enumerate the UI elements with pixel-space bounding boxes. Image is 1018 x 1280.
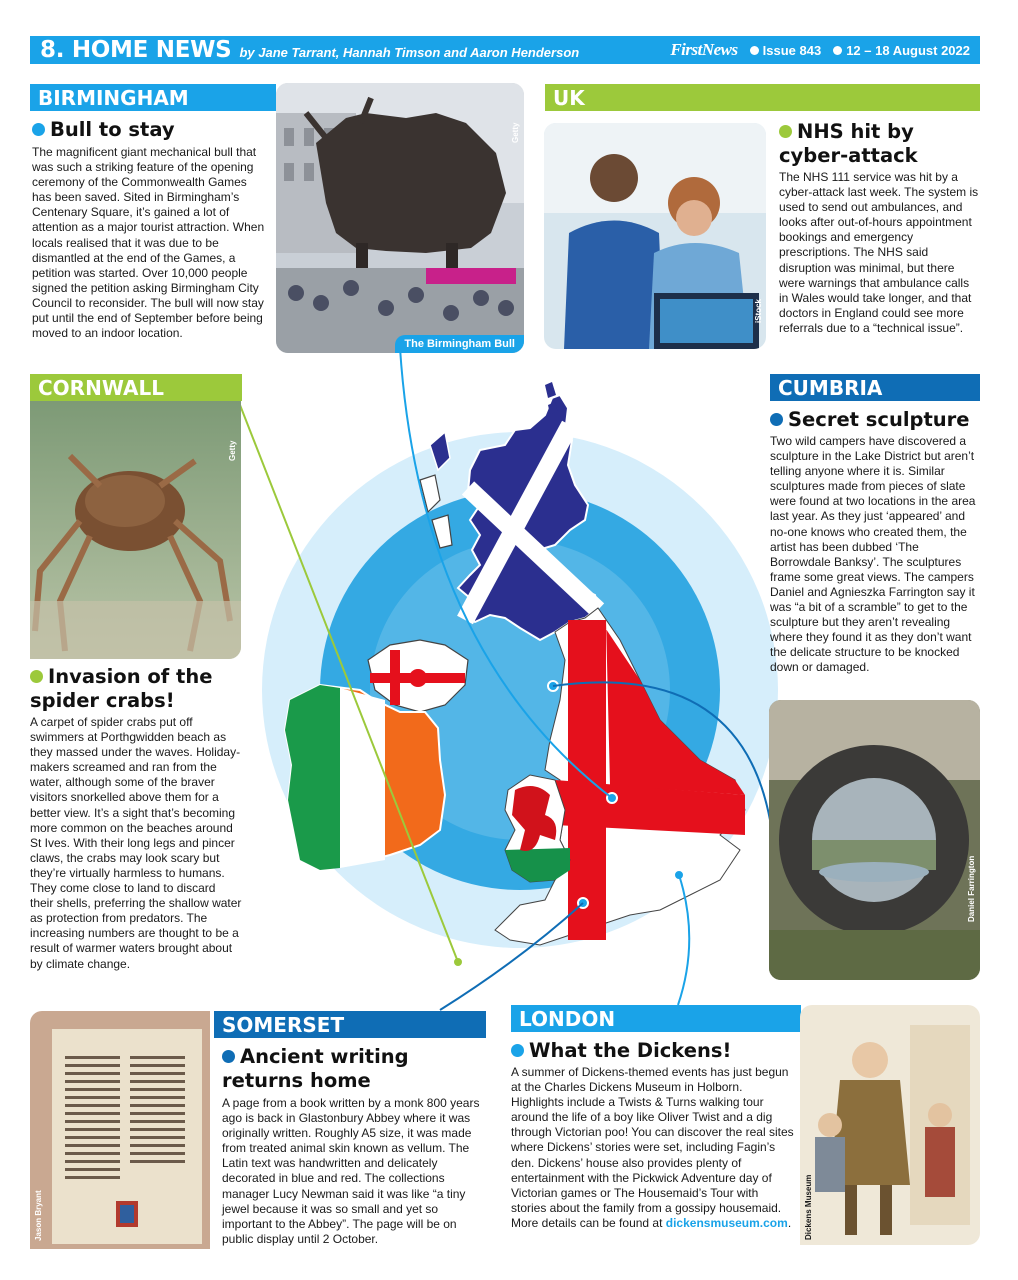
- bullet-icon: [32, 123, 45, 136]
- headline-cornwall: [30, 665, 260, 713]
- headline-text: NHS hit by cyber-attack: [779, 120, 918, 167]
- headline-cumbria: [770, 408, 980, 432]
- bullet-icon: [779, 125, 792, 138]
- photo-birmingham-bull: [276, 83, 524, 353]
- museum-link[interactable]: dickensmuseum.com: [665, 1215, 788, 1230]
- tag-uk: [545, 84, 980, 111]
- bullet-icon: [511, 1044, 524, 1057]
- photo-credit: Jason Bryant: [34, 1190, 43, 1241]
- headline-text: Invasion of the spider crabs!: [30, 665, 213, 712]
- sculpture-image: [769, 700, 980, 980]
- headline-text: What the Dickens!: [529, 1039, 732, 1062]
- article-end: .: [787, 1215, 792, 1230]
- article-birmingham: The magnificent giant mechanical bull that was such a striking feature of the opening ceremony of the Commonwealth Games has been saved. Sited in Birmingham’s Centenary Square, it’s gained a lot of attention as a major tourist attraction. When locals realised that it was due to be dismantled at the end of the Games, a petition was started. Over 10,000 people signed the petition asking Birmingham City Council to reconsider. The bull will now stay put until the end of September before being moved to an indoor location.: [32, 145, 265, 341]
- tag-label: SOMERSET: [222, 1012, 345, 1037]
- bullet-icon: [770, 413, 783, 426]
- article-cumbria: Two wild campers have discovered a sculpture in the Lake District but aren’t telling anyone where it is. Similar sculptures made from pieces of slate were found at two locations in the area last year. As they just ‘appeared’ and no-one knows who created them, the artist has been dubbed ‘The Borrowdale Banksy’. The sculptures frame some great views. The campers Daniel and Agnieszka Farrington say it was “a bit of a scramble” to get to the sculpture but they aren’t revealing where they found it as they don’t want the delicate structure to be knocked down or damaged.: [770, 434, 976, 675]
- photo-sculpture: [769, 700, 980, 980]
- headline-birmingham: [32, 118, 272, 142]
- bullet-icon: [30, 670, 43, 683]
- article-uk: The NHS 111 service was hit by a cyber-attack last week. The system is used to send out ambulances, and looks after out-of-hours appointment bookings and emergency prescriptions. The NHS said disruption was minimal, but there were warnings that ambulance calls in Wales would take longer, and that doctors in England could see more referrals due to a “technical issue”.: [779, 170, 979, 335]
- photo-dickens: [800, 1005, 980, 1245]
- tag-label: CORNWALL: [38, 375, 164, 400]
- tag-cumbria: [770, 374, 980, 401]
- tag-label: BIRMINGHAM: [38, 85, 189, 110]
- photo-credit: iStock: [754, 298, 763, 323]
- photo-spider-crab: [30, 401, 241, 659]
- dates-text: 12 – 18 August 2022: [846, 42, 970, 58]
- tag-cornwall: [30, 374, 242, 401]
- tag-somerset: [214, 1011, 486, 1038]
- photo-credit: Getty: [228, 440, 237, 461]
- photo-credit: Daniel Farrington: [967, 855, 976, 922]
- bull-image: [276, 83, 524, 353]
- photo-manuscript: [30, 1011, 210, 1249]
- photo-caption: The Birmingham Bull: [395, 335, 524, 353]
- tag-label: CUMBRIA: [778, 375, 883, 400]
- nhs-image: [544, 123, 766, 349]
- issue-text: Issue 843: [762, 42, 822, 58]
- tag-london: [511, 1005, 801, 1032]
- photo-credit: Dickens Museum: [804, 1174, 813, 1240]
- article-somerset: A page from a book written by a monk 800 years ago is back in Glastonbury Abbey where it was originally written. Roughly A5 size, it was made from treated animal skin known as vellum. The Latin text was handwritten and delicately decorated in blue and red. The collections manager Lucy Newman said it was like “a tiny jewel because it was so small and yet so important to the Abbey”. The page will be on public display until 2 October.: [222, 1096, 480, 1246]
- brand-logo: FirstNews: [670, 40, 738, 59]
- article-text: A summer of Dickens-themed events has just begun at the Charles Dickens Museum in Holborn. Highlights include a Twists & Turns walking tour around the life of a boy like Oliver Twist and a dig through Victorian poo! You can discover the real sites where Dickens’ stories were set, including Fagin’s den. Dickens’ house also provides plenty of entertainment with the Pickwick Adventure day of Victorian games or The Housemaid’s Tour with stories about the family from a gossipy housemaid. More details can be found at: [511, 1065, 794, 1230]
- headline-text: Secret sculpture: [788, 408, 970, 431]
- section-title: 8. HOME NEWS: [40, 37, 232, 63]
- byline: by Jane Tarrant, Hannah Timson and Aaron Henderson: [239, 44, 580, 60]
- tag-birmingham: [30, 84, 276, 111]
- article-london: [511, 1065, 795, 1231]
- tag-label: UK: [553, 85, 585, 110]
- tag-label: LONDON: [519, 1006, 616, 1031]
- headline-text: Ancient writing returns home: [222, 1045, 409, 1092]
- ireland-shape: [285, 685, 445, 870]
- crab-image: [30, 401, 241, 659]
- headline-text: Bull to stay: [50, 118, 175, 141]
- bullet-icon: [222, 1050, 235, 1063]
- photo-credit: Getty: [511, 122, 520, 143]
- article-cornwall: A carpet of spider crabs put off swimmers at Porthgwidden beach as they massed under the waves. Holiday-makers screamed and ran from the water, although some of the braver visitors snorkelled above them for a better view. It’s a sight that’s becoming more common on the beaches around St Ives. With their long legs and pincer claws, the crabs may look scary but they’re virtually harmless to humans. They come close to land to discard their shells, preferring the shallow water as protection from predators. The increasing numbers are thought to be a result of warmer waters brought about by climate change.: [30, 715, 242, 971]
- headline-london: [511, 1039, 801, 1063]
- headline-uk: [779, 120, 979, 168]
- headline-somerset: [222, 1045, 482, 1093]
- photo-nhs: [544, 123, 766, 349]
- manuscript-image: [30, 1011, 210, 1249]
- dickens-image: [800, 1005, 980, 1245]
